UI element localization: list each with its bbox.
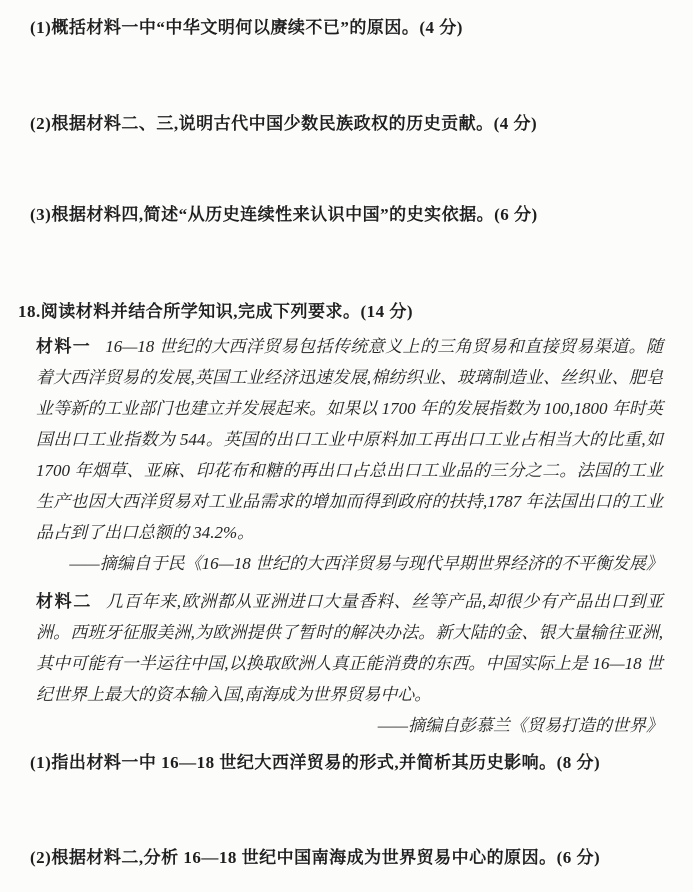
question-17-part-3: (3)根据材料四,简述“从历史连续性来认识中国”的史实依据。(6 分) xyxy=(30,205,538,224)
question-17-part-2: (2)根据材料二、三,说明古代中国少数民族政权的历史贡献。(4 分) xyxy=(30,114,538,133)
question-18-material-2 xyxy=(36,586,663,710)
question-17-part-1: (1)概括材料一中“中华文明何以赓续不已”的原因。(4 分) xyxy=(30,18,463,37)
material-1-source: ——摘编自于民《16—18 世纪的大西洋贸易与现代早期世界经济的不平衡发展》 xyxy=(69,554,663,573)
material-2-source: ——摘编自彭慕兰《贸易打造的世界》 xyxy=(377,716,663,735)
material-1-text: 16—18 世纪的大西洋贸易包括传统意义上的三角贸易和直接贸易渠道。随着大西洋贸易的发展,英国工业经济迅速发展,棉纺织业、玻璃制造业、丝织业、肥皂业等新的工业部门也建立并发展起来。如果以 1700 年的发展指数为 100,1800 年时英国出口工业指数为 544。英国的出口工业中原料加工再出口工业占相当大的比重,如 1700 年烟草、亚麻、印花布和糖的再出口占总出口工业品的三分之二。法国的工业生产也因大西洋贸易对工业品需求的增加而得到政府的扶持,1787 年法国出口的工业品占到了出口总额的 34.2%。 xyxy=(36,337,663,542)
question-18-stem: 18.阅读材料并结合所学知识,完成下列要求。(14 分) xyxy=(18,302,414,321)
question-18-part-2: (2)根据材料二,分析 16—18 世纪中国南海成为世界贸易中心的原因。(6 分) xyxy=(30,848,601,867)
material-1-label: 材料一 xyxy=(36,337,92,356)
material-2-label: 材料二 xyxy=(36,592,93,611)
question-18-material-1 xyxy=(36,331,663,548)
material-2-text: 几百年来,欧洲都从亚洲进口大量香料、丝等产品,却很少有产品出口到亚洲。西班牙征服美洲,为欧洲提供了暂时的解决办法。新大陆的金、银大量输往亚洲,其中可能有一半运往中国,以换取欧洲人真正能消费的东西。中国实际上是 16—18 世纪世界上最大的资本输入国,南海成为世界贸易中心。 xyxy=(36,592,663,704)
question-18-part-1: (1)指出材料一中 16—18 世纪大西洋贸易的形式,并简析其历史影响。(8 分) xyxy=(30,753,601,772)
